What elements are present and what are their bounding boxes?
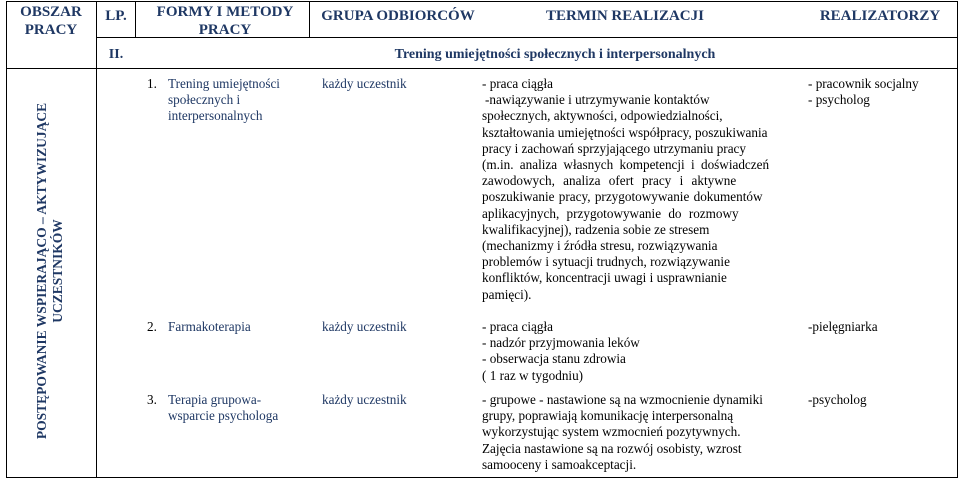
header-forms: FORMY I METODY PRACY [156,4,294,38]
table-bottom-border [6,477,958,478]
term-line: grupy, poprawiają komunikację interpersonalną [482,408,734,424]
term-line: aplikacyjnych, przygotowywanie do rozmowy [482,205,739,221]
header-lp: LP. [105,8,127,24]
term-line: Zajęcia nastawione są na rozwój osobisty, wzrost [482,440,742,456]
term-line: poszukiwanie pracy, przygotowywanie dokumentów [482,189,763,205]
table-left-border [6,1,7,478]
row2-number: 2. [147,319,157,334]
staff-line: - pracownik socjalny [808,76,919,91]
row2-staff: -pielęgniarka [808,319,878,334]
row1-form-line: interpersonalnych [168,108,263,124]
term-line: problemów i sytuacji trudnych, rozwiązywanie [482,254,730,270]
term-line: kwalifikacyjnej), radzenia sobie ze stresem [482,221,710,237]
term-line: wykorzystując system wzmocnień pozytywnych. [482,424,741,440]
term-line: - praca ciągła [482,76,554,91]
term-line: ( 1 raz w tygodniu) [482,367,584,383]
area-label [34,86,66,456]
row1-group: każdy uczestnik [322,76,407,91]
term-line: - grupowe - nastawione są na wzmocnienie dynamiki [482,392,763,407]
row1-form-line: społecznych i [168,92,241,108]
term-line: (mechanizmy i źródła stresu, rozwiązywania [482,238,718,254]
row3-form [168,392,278,424]
row3-form-line: Terapia grupowa- [168,392,262,407]
term-line: zawodowych, analiza ofert pracy i aktywne [482,173,737,189]
row3-number: 3. [147,392,157,407]
row2-form: Farmakoterapia [168,319,251,334]
row3-group: każdy uczestnik [322,392,407,407]
row1-number: 1. [147,76,157,91]
row2-term [482,319,802,384]
table-top-border [6,1,958,2]
term-line: społecznych, aktywności, odpowiedzialności, [482,108,723,124]
term-line: pracy i zachowań sprzyjającego utrzymaniu pracy [482,140,746,156]
col-divider-forms [309,1,310,38]
header-area: OBSZAR PRACY [20,4,82,38]
row1-form-line: Trening umiejętności [168,76,280,91]
col-divider-lp [135,1,136,38]
row2-group: każdy uczestnik [322,319,407,334]
section-title: Trening umiejętności społecznych i interpersonalnych [394,47,716,62]
term-line: kształtowania umiejętności współpracy, poszukiwania [482,124,768,140]
row3-term [482,392,802,473]
term-line: - nadzór przyjmowania leków [482,335,640,351]
col-divider-area [96,1,97,478]
term-line: konfliktów, koncentracji uwagi i usprawnianie [482,270,727,286]
staff-line: - psycholog [808,92,870,108]
section-number: II. [108,47,124,62]
row1-staff [808,76,919,108]
term-line: pamięci). [482,286,532,302]
row3-form-line: wsparcie psychologa [168,408,279,424]
term-line: - praca ciągła [482,319,554,334]
section-bottom-border [6,68,958,69]
area-label-line1: POSTĘPOWANIE WSPIERAJĄCO – AKTYWIZUJĄCE [34,102,49,440]
term-line: samooceny i samoakceptacji. [482,456,637,472]
term-line: - obserwacja stanu zdrowia [482,351,626,367]
row3-staff: -psycholog [808,392,867,407]
table-right-border [957,1,958,478]
header-staff: REALIZATORZY [819,8,941,24]
row1-term [482,76,802,303]
header-group: GRUPA ODBIORCÓW [321,8,475,24]
term-line: (m.in. analiza własnych kompetencji i doświadczeń [482,157,770,173]
header-term: TERMIN REALIZACJI [546,8,704,24]
area-label-line2: UCZESTNIKÓW [50,219,65,323]
term-line: -nawiązywanie i utrzymywanie kontaktów [485,92,710,108]
row1-form [168,76,280,125]
